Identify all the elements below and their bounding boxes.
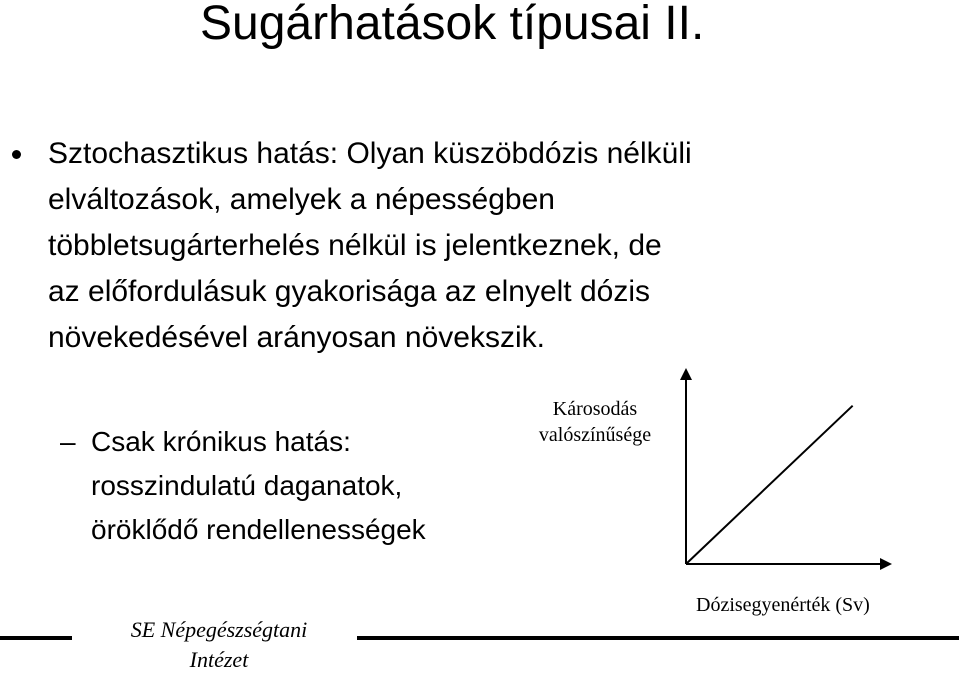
chart-y-axis-label-line: Károsodás	[552, 398, 638, 420]
sub-bullet-line: Csak krónikus hatás:	[91, 426, 351, 457]
chart-series-layer	[686, 406, 853, 564]
footer-line: SE Népegészségtani	[130, 617, 308, 642]
bullet-line: az előfordulásuk gyakorisága az elnyelt dózis	[48, 275, 651, 308]
bullet-line: elváltozások, amelyek a népességben	[48, 183, 555, 216]
sub-bullet-line: öröklődő rendellenességek	[91, 514, 426, 545]
chart-y-axis-label-line: valószínűsége	[538, 424, 652, 446]
sub-bullet-marker: –	[60, 426, 76, 457]
bullet-line: többletsugárterhelés nélkül is jelentkeznek, de	[48, 229, 662, 262]
footer-rule-right	[357, 636, 959, 640]
bullet-line: Sztochasztikus hatás: Olyan küszöbdózis nélküli	[48, 137, 692, 170]
footer-rule-left	[0, 636, 72, 640]
chart-x-axis-label: Dózisegyenérték (Sv)	[696, 594, 870, 616]
slide-title: Sugárhatások típusai II.	[200, 0, 705, 50]
footer-line: Intézet	[189, 647, 249, 672]
bullet-line: növekedésével arányosan növekszik.	[48, 321, 545, 354]
sub-bullet-line: rosszindulatú daganatok,	[91, 470, 403, 501]
footer-institution	[104, 615, 334, 675]
dose-response-line	[686, 406, 853, 564]
